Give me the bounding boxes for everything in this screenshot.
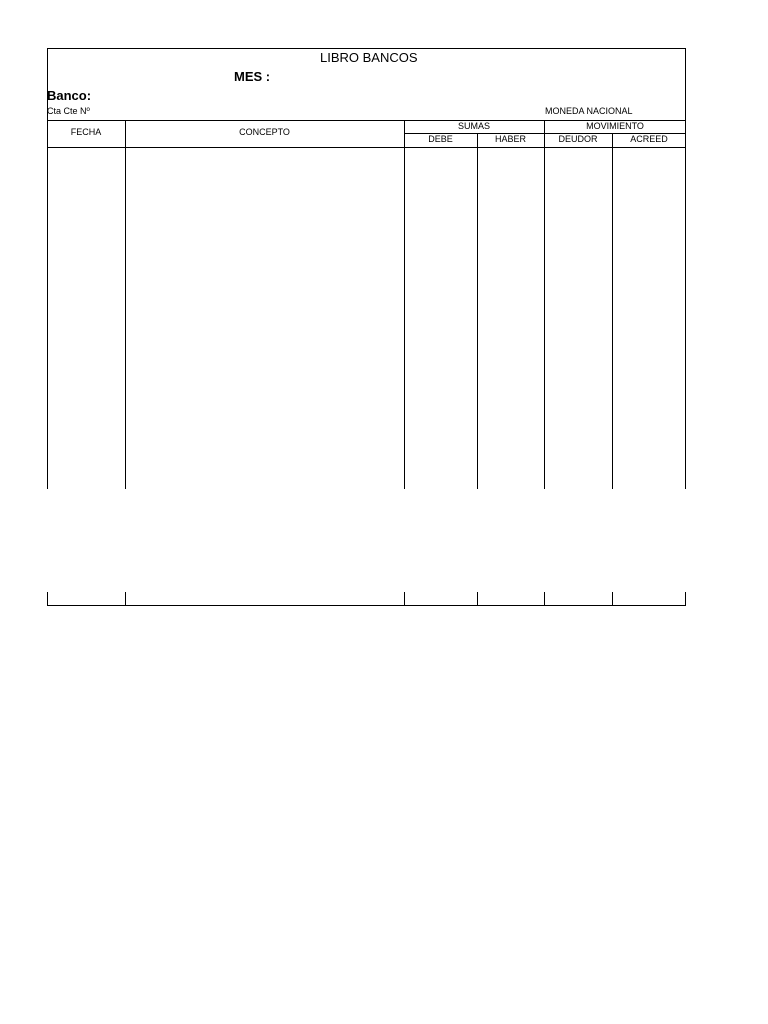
column-header-deudor: DEUDOR — [558, 134, 598, 144]
currency-label: MONEDA NACIONAL — [545, 106, 633, 116]
column-header-fecha: FECHA — [70, 127, 102, 137]
account-label: Cta Cte Nº — [47, 106, 90, 116]
totals-tick-fecha — [125, 592, 126, 606]
totals-tick-deudor — [612, 592, 613, 606]
page-title: LIBRO BANCOS — [320, 50, 418, 65]
column-group-sumas: SUMAS — [457, 121, 490, 131]
col-divider-debe — [477, 133, 478, 489]
totals-bottom-border — [47, 605, 686, 606]
col-divider-sumas — [544, 120, 545, 489]
col-divider-deudor — [612, 133, 613, 489]
totals-tick-haber — [544, 592, 545, 606]
column-header-debe: DEBE — [428, 134, 453, 144]
totals-tick-debe — [477, 592, 478, 606]
column-header-concepto: CONCEPTO — [239, 127, 290, 137]
totals-tick-concepto — [404, 592, 405, 606]
month-label: MES : — [234, 69, 271, 84]
frame-top-border — [47, 48, 686, 49]
column-header-haber: HABER — [494, 134, 526, 144]
bank-label: Banco: — [47, 88, 92, 103]
col-divider-concepto — [404, 120, 405, 489]
frame-right-border — [685, 48, 686, 489]
table-header-bottom-border — [47, 147, 686, 148]
totals-tick-left — [47, 592, 48, 606]
column-header-acreed: ACREED — [630, 134, 668, 144]
col-divider-fecha — [125, 120, 126, 489]
totals-tick-right — [685, 592, 686, 606]
column-group-movimiento: MOVIMIENTO — [586, 121, 644, 131]
